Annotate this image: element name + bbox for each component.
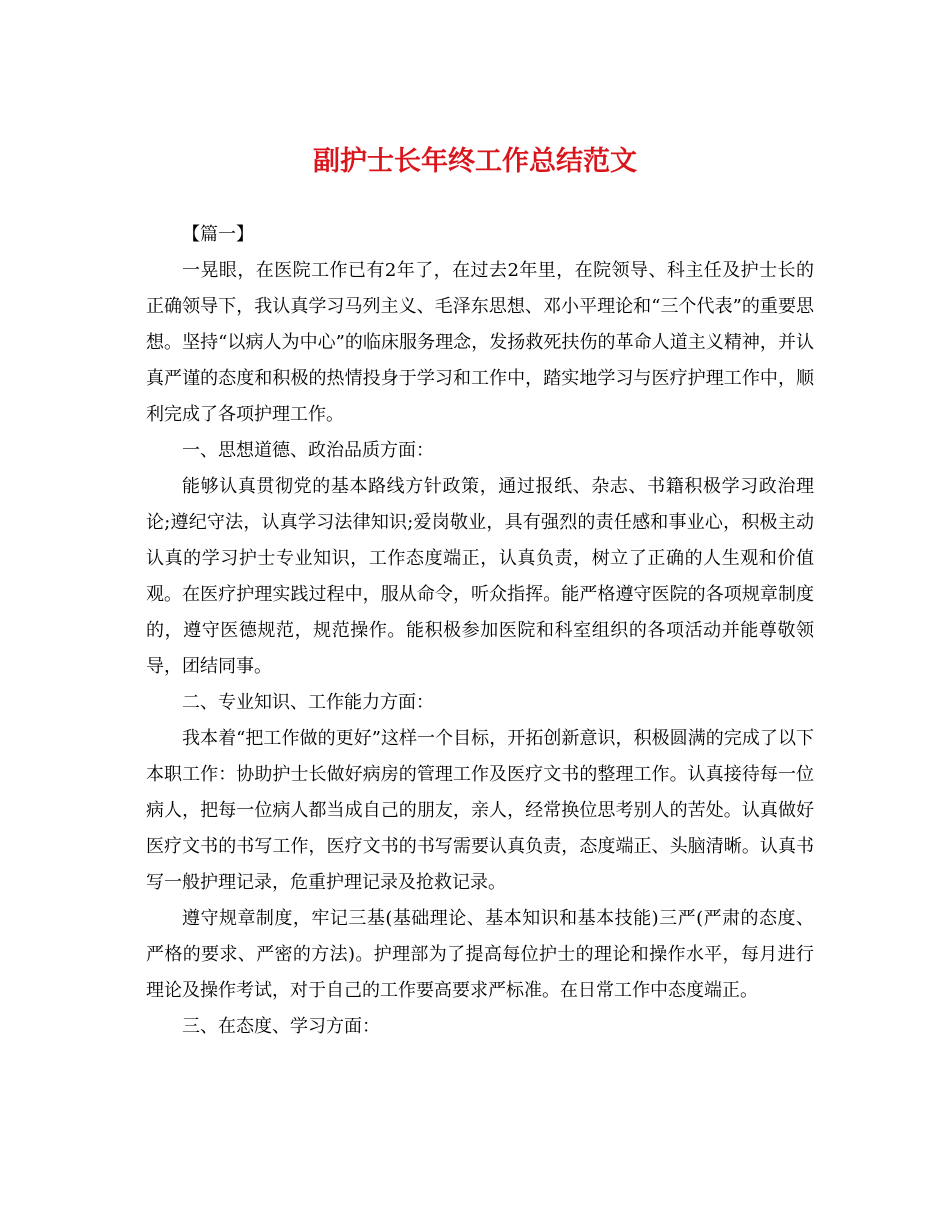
paragraph: 能够认真贯彻党的基本路线方针政策，通过报纸、杂志、书籍积极学习政治理论;遵纪守法，认真学习法律知识;爱岗敬业，具有强烈的责任感和事业心，积极主动认真的学习护士专业知识，工作态度端正，认真负责，树立了正确的人生观和价值观。在医疗护理实践过程中，服从命令，听众指挥。能严格遵守医院的各项规章制度的，遵守医德规范，规范操作。能积极参加医院和科室组织的各项活动并能尊敬领导，团结同事。	[146, 476, 814, 677]
section-heading: 三、在态度、学习方面：	[182, 1016, 380, 1037]
paragraph: 我本着“把工作做的更好”这样一个目标，开拓创新意识，积极圆满的完成了以下本职工作：协助护士长做好病房的管理工作及医疗文书的整理工作。认真接待每一位病人，把每一位病人都当成自己的朋友，亲人，经常换位思考别人的苦处。认真做好医疗文书的书写工作，医疗文书的书写需要认真负责，态度端正、头脑清晰。认真书写一般护理记录，危重护理记录及抢救记录。	[146, 728, 814, 893]
section-heading: 二、专业知识、工作能力方面：	[182, 692, 434, 713]
section-marker: 【篇一】	[182, 224, 254, 245]
document-body	[146, 217, 814, 1045]
paragraph: 遵守规章制度，牢记三基(基础理论、基本知识和基本技能)三严(严肃的态度、严格的要求、严密的方法)。护理部为了提高每位护士的理论和操作水平，每月进行理论及操作考试，对于自己的工作要高要求严标准。在日常工作中态度端正。	[146, 908, 814, 1001]
section-heading: 一、思想道德、政治品质方面：	[182, 440, 434, 461]
paragraph: 一晃眼，在医院工作已有2年了，在过去2年里，在院领导、科主任及护士长的正确领导下，我认真学习马列主义、毛泽东思想、邓小平理论和“三个代表”的重要思想。坚持“以病人为中心”的临床服务理念，发扬救死扶伤的革命人道主义精神，并认真严谨的态度和积极的热情投身于学习和工作中，踏实地学习与医疗护理工作中，顺利完成了各项护理工作。	[146, 260, 814, 425]
document-title: 副护士长年终工作总结范文	[313, 146, 637, 177]
